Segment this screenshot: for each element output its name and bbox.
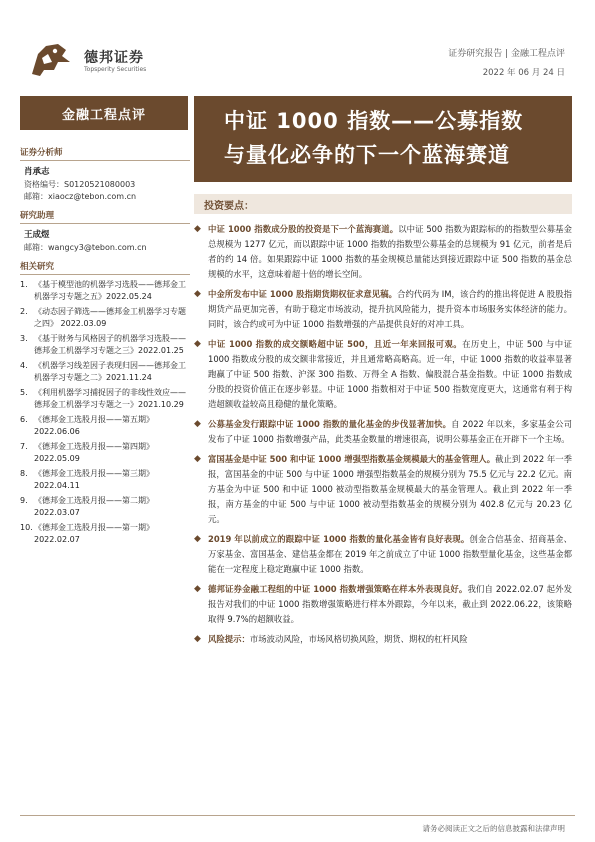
bullet-icon: ◆ [194,419,201,429]
summary-bullet: ◆ 2019 年以前成立的跟踪中证 1000 指数的量化基金皆有良好表现。创金合信基金、招商基金、万家基金、富国基金、建信基金都在 2019 年之前成立了中证 1000 指数型量化基金，这些基金都能在一定程度上稳定跑赢中证 1000 指数。 [194,532,572,577]
related-item[interactable]: 2. 《动态因子筛选——德邦金工机器学习专题之四》 2022.03.09 [20,307,186,328]
related-item[interactable]: 4. 《机器学习线差因子表现归因——德邦金工机器学习专题之二》2021.11.24 [20,361,186,382]
summary-bullet: ◆ 中证 1000 指数的成交额略超中证 500，且近一年来回报可观。在历史上，中证 500 与中证 1000 指数成分股的成交额非常接近，并且通常略高略高。近一年，中证 1000 指数的收益率显著跑赢了中证 500 指数、沪深 300 指数、万得全 A 指数、偏股混合基金指数。中证 1000 指数成分股的投资价值正在逐步彰显。中证 1000 指数相对于中证 500 指数宽度更大，这通常有利于构造超额收益较高且稳健的量化策略。 [194,337,572,412]
summary-bullet: ◆ 公募基金发行跟踪中证 1000 指数的量化基金的步伐显著加快。自 2022 年以来，多家基金公司发布了中证 1000 指数增强产品，此类基金数量的增速很高，说明公募基金正在开辟下一个主场。 [194,417,572,447]
bullet-icon: ◆ [194,634,201,644]
footer-disclaimer: 请务必阅读正文之后的信息披露和法律声明 [422,824,565,833]
related-item[interactable]: 6. 《德邦金工选股月报——第五期》2022.06.06 [20,415,154,436]
risk-warning: ◆ 风险提示：市场波动风险，市场风格切换风险，期货、期权的杠杆风险 [194,632,572,647]
analyst-cert: 资格编号：S0120521080003 [24,180,136,189]
bullet-icon: ◆ [194,584,201,594]
summary-bullet: ◆ 富国基金是中证 500 和中证 1000 增强型指数基金规模最大的基金管理人。截止到 2022 年一季报，富国基金的中证 500 与中证 1000 增强型指数基金的规模分别为 75.5 亿元与 22.2 亿元。南方基金为中证 500 和中证 1000 被动型指数基金规模最大的基金管理人。截止到 2022 年一季报，南方基金的中证 500 与中证 1000 被动型指数基金的规模分别为 402.8 亿元与 20.23 亿元。 [194,452,572,527]
bullet-icon: ◆ [194,454,201,464]
analyst-name: 肖承志 [24,167,50,177]
related-list [20,279,190,546]
report-type: 证券研究报告 | 金融工程点评 [448,49,565,59]
summary-bullets [194,222,572,652]
report-date: 2022 年 06 月 24 日 [482,68,565,78]
footer-divider [20,815,575,816]
report-title [194,96,572,182]
related-heading: 相关研究 [20,260,190,275]
summary-bullet: ◆ 中证 1000 指数成分股的投资是下一个蓝海赛道。以中证 500 指数为跟踪标的的指数型公募基金总规模为 1277 亿元，而以跟踪中证 1000 指数的指数型公募基金的总规模为 91 亿元，前者是后者的约 14 倍。如果跟踪中证 1000 指数的基金规模总量能达到接近跟踪中证 500 指数的基金总规模的水平，这意味着超十倍的增长空间。 [194,222,572,282]
related-item[interactable]: 1. 《基于模型池的机器学习选股——德邦金工机器学习专题之五》2022.05.24 [20,280,186,301]
analyst-email[interactable]: 邮箱：xiaocz@tebon.com.cn [24,192,137,201]
company-logo [28,40,76,80]
bullet-icon: ◆ [194,289,201,299]
related-item[interactable]: 9. 《德邦金工选股月报——第二期》2022.03.07 [20,496,154,517]
assistant-name: 王成煜 [24,230,50,240]
bullet-icon: ◆ [194,224,201,234]
related-item[interactable]: 3. 《基于财务与风格因子的机器学习选股——德邦金工机器学习专题之三》2022.01.25 [20,334,186,355]
related-item[interactable]: 8. 《德邦金工选股月报——第三期》2022.04.11 [20,469,154,490]
brand-name: 德邦证券 [84,50,144,66]
related-item[interactable]: 5. 《利用机器学习捕捉因子的非线性效应——德邦金工机器学习专题之一》2021.10.29 [20,388,186,409]
assistant-email[interactable]: 邮箱：wangcy3@tebon.com.cn [24,243,147,252]
report-title-line2: 与量化必争的下一个蓝海赛道 [224,143,510,167]
related-item[interactable]: 10. 《德邦金工选股月报——第一期》2022.02.07 [20,523,154,544]
report-title-line1: 中证 1000 指数——公募指数 [224,109,524,133]
related-item[interactable]: 7. 《德邦金工选股月报——第四期》2022.05.09 [20,442,154,463]
summary-bullet: ◆ 德邦证券金融工程组的中证 1000 指数增强策略在样本外表现良好。我们自 2022.02.07 起外发报告对我们的中证 1000 指数增强策略进行样本外跟踪，今年以来，截止到 2022.06.22，该策略取得 9.7%的超额收益。 [194,582,572,627]
summary-bullet: ◆ 中金所发布中证 1000 股指期货期权征求意见稿。合约代码为 IM，该合约的推出将促进 A 股股指期货产品更加完善，有助于稳定市场波动，提升抗风险能力，提升资本市场服务实体经济的能力。同时，该合约或可为中证 1000 指数增强的产品提供良好的对冲工具。 [194,287,572,332]
bullet-icon: ◆ [194,534,201,544]
brand-name-en: Topsperity Securities [84,66,147,73]
analyst-heading: 证券分析师 [20,146,190,161]
left-sidebar [20,140,190,549]
category-banner: 金融工程点评 [20,96,188,130]
summary-heading: 投资要点： [194,194,572,214]
bullet-icon: ◆ [194,339,201,349]
assistant-heading: 研究助理 [20,209,190,224]
